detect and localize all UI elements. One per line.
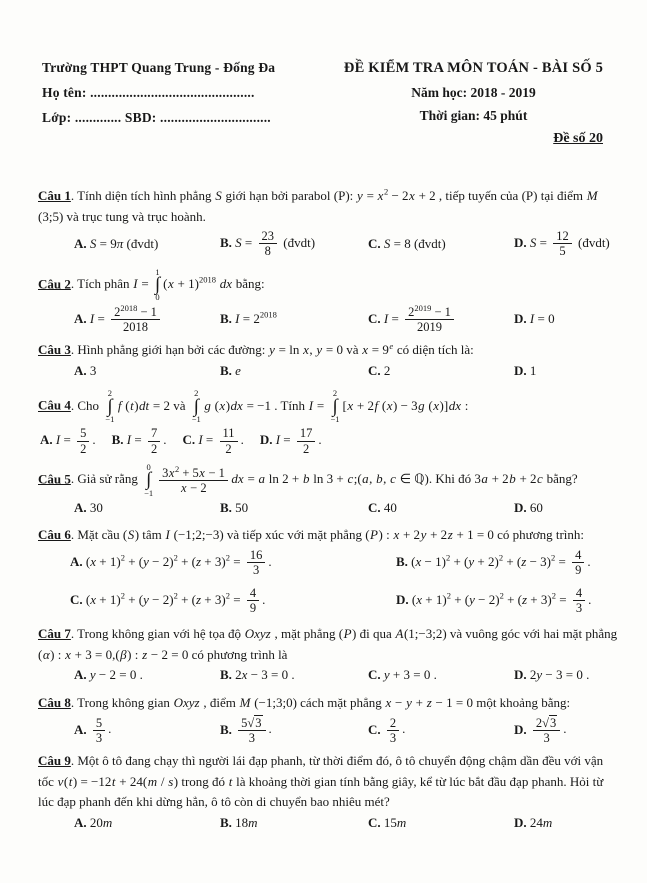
option xyxy=(514,498,621,519)
question-label: Câu 6 xyxy=(38,527,71,543)
option-key: C. xyxy=(368,310,381,326)
option xyxy=(220,665,364,686)
answer-options xyxy=(38,361,621,382)
school-year: Năm học: 2018 - 2019 xyxy=(411,85,536,100)
option-value: I = $\frac{2^{2018} - 1}{2018}$ xyxy=(87,311,163,326)
option xyxy=(368,498,510,519)
question-text xyxy=(38,525,621,546)
option-value: 2x − 3 = 0 . xyxy=(231,667,295,683)
option xyxy=(40,426,96,456)
question xyxy=(38,340,621,381)
question-label: Câu 1 xyxy=(38,188,71,203)
class-sbd-line: Lớp: ............. SBD: ............................... xyxy=(42,110,271,125)
option-value: S = 9π (đvdt) xyxy=(89,235,159,251)
option-key: D. xyxy=(514,362,527,378)
option-value: y − 2 = 0 . xyxy=(89,667,143,683)
option-key: D. xyxy=(396,591,409,607)
question-label: Câu 9 xyxy=(38,753,71,769)
question-text xyxy=(38,624,621,665)
option-value: 60 xyxy=(526,499,543,515)
question-body: . Tính diện tích hình phẳng S giới hạn bởi parabol (P): $y = x^2 - 2x + 2$ , tiếp tuyến của (P) tại điểm M (3;5) và trục tung và trục hoành. xyxy=(38,186,598,224)
option-key: D. xyxy=(514,311,527,327)
answer-options xyxy=(38,548,621,616)
question-body: . Hình phẳng giới hạn bởi các đường: y = ln x, y = 0 và $x = 9^e$ có diện tích là: xyxy=(70,341,474,358)
question xyxy=(38,624,621,686)
question-label: Câu 4 xyxy=(38,397,71,413)
question xyxy=(38,751,621,833)
option-key: D. xyxy=(514,814,527,830)
option xyxy=(514,309,621,330)
option-value: $\frac{5}{3}$ . xyxy=(87,721,112,736)
question-label: Câu 8 xyxy=(38,695,71,711)
option-key: B. xyxy=(220,311,232,327)
option-value: I = 0 xyxy=(529,311,555,327)
option xyxy=(74,665,216,686)
question-body: . Giả sử rằng 0 ∫ −1 $\frac{3x^2 + 5x - 1}{x - 2}$ dx = a ln 2 + b ln 3 + c;(a, b, c ∈ ℚ). Khi đó 3a + 2b + 2c bằng? xyxy=(70,462,578,498)
option-key: B. xyxy=(220,362,232,378)
option-key: A. xyxy=(74,362,87,378)
option-value: 24m xyxy=(526,814,553,830)
option xyxy=(368,234,510,255)
option-key: C. xyxy=(70,591,83,607)
question-text xyxy=(38,340,621,361)
answer-options xyxy=(38,426,621,456)
answer-options xyxy=(38,498,621,519)
question-list xyxy=(38,186,621,840)
option-key: D. xyxy=(514,667,527,683)
option-key: A. xyxy=(74,310,87,326)
option xyxy=(74,813,216,834)
option-value: I = $\frac{2^{2019} - 1}{2019}$ xyxy=(381,311,457,326)
student-name-line: Họ tên: .............................................. xyxy=(42,85,255,100)
header-right xyxy=(330,60,617,147)
option xyxy=(74,302,216,335)
option-value: $\frac{2√3}{3}$ . xyxy=(527,721,567,736)
option-key: A. xyxy=(74,814,87,830)
option xyxy=(368,813,510,834)
option-value: $(x + 1)^2 + (y - 2)^2 + (z + 3)^2$ = $\frac{16}{3}$ . xyxy=(82,547,272,578)
answer-options xyxy=(38,813,621,834)
option xyxy=(220,229,364,259)
question xyxy=(38,463,621,518)
option xyxy=(514,716,621,746)
option-value: $(x + 1)^2 + (y - 2)^2 + (z + 3)^2$ = $\frac{4}{3}$ . xyxy=(408,585,592,616)
option-key: B. xyxy=(220,721,232,737)
option-value: I = $\frac{11}{2}$ . xyxy=(198,426,244,456)
question-label: Câu 7 xyxy=(38,626,71,642)
option-key: C. xyxy=(368,667,381,683)
option xyxy=(74,498,216,519)
option xyxy=(220,813,364,834)
option-key: A. xyxy=(70,553,83,569)
question-body: . Tích phân I = 1 ∫ 0 $(x + 1)^{2018}$ dx bằng: xyxy=(70,266,265,303)
option-key: D. xyxy=(259,432,273,448)
header-left xyxy=(42,60,342,135)
option-value: S = $\frac{23}{8}$ (đvdt) xyxy=(235,229,316,259)
option-value: 3 xyxy=(86,362,97,378)
option-value: I = $\frac{5}{2}$ . xyxy=(55,426,96,456)
option-key: A. xyxy=(74,235,87,251)
option xyxy=(70,586,396,616)
option-key: C. xyxy=(368,362,381,378)
option xyxy=(70,548,396,578)
question-body: . Cho 2 ∫ −1 f (t)dt = 2 và 2 ∫ −1 g (x)dx = −1 . Tính I = 2 ∫ −1 [x + 2f (x) − 3g (x)]dx : xyxy=(70,388,469,424)
option xyxy=(514,665,621,686)
option-value: I = $\frac{17}{2}$ . xyxy=(275,426,322,456)
exam-code: Đề số 20 xyxy=(553,131,603,146)
option xyxy=(368,665,510,686)
question-text xyxy=(38,268,621,303)
option xyxy=(514,229,621,259)
option-value: e xyxy=(235,362,241,378)
option-value: $(x - 1)^2 + (y + 2)^2 + (z - 3)^2$ = $\frac{4}{9}$ . xyxy=(407,547,591,578)
option-value: 15m xyxy=(380,814,407,830)
question-text xyxy=(38,463,621,498)
option xyxy=(74,234,216,255)
question-body: . Trong không gian với hệ tọa độ Oxyz , mặt phẳng (P) đi qua A(1;−3;2) và vuông góc với hai mặt phẳng (α) : x + 3 = 0,(β) : z − 2 = 0 có phương trình là xyxy=(38,626,618,662)
option-value: 50 xyxy=(231,499,249,515)
option-key: D. xyxy=(514,499,527,515)
option xyxy=(112,426,167,456)
option-key: A. xyxy=(74,667,87,683)
question xyxy=(38,693,621,745)
school-name: Trường THPT Quang Trung - Đống Đa xyxy=(42,60,276,75)
option-key: B. xyxy=(220,667,232,683)
option-value: $\frac{5√3}{3}$ . xyxy=(232,721,272,736)
answer-options xyxy=(38,229,621,259)
option-key: D. xyxy=(514,721,527,737)
option-value: $I = 2^{2018}$ xyxy=(235,309,277,327)
option-key: D. xyxy=(514,234,527,250)
option xyxy=(368,302,510,335)
option xyxy=(396,548,621,578)
option-key: C. xyxy=(368,814,381,830)
option-value: S = $\frac{12}{5}$ (đvdt) xyxy=(529,229,610,259)
option-key: C. xyxy=(368,235,381,251)
option-key: B. xyxy=(220,234,232,250)
option xyxy=(182,426,243,456)
question-label: Câu 2 xyxy=(38,276,71,292)
question-body: . Trong không gian Oxyz , điểm M (−1;3;0) cách mặt phẳng x − y + z − 1 = 0 một khoảng bằng: xyxy=(70,695,571,711)
option-value: 40 xyxy=(380,499,397,515)
question-label: Câu 3 xyxy=(38,342,71,358)
option-value: 1 xyxy=(526,362,537,378)
option-value: S = 8 (đvdt) xyxy=(383,235,446,251)
option xyxy=(260,426,322,456)
question-text xyxy=(38,751,621,813)
question-text xyxy=(38,389,621,424)
option-key: C. xyxy=(368,721,381,737)
question-body: . Một ô tô đang chạy thì người lái đạp phanh, từ thời điểm đó, ô tô chuyển động chậm dần đều với vận tốc v(t) = −12t + 24(m / s) trong đó t là khoảng thời gian tính bằng giây, kể từ lúc bắt đầu đạp phanh. Hỏi từ lúc đạp phanh đến khi dừng hẳn, ô tô còn di chuyển bao nhiêu mét? xyxy=(38,753,604,810)
question-label: Câu 5 xyxy=(38,471,71,487)
option xyxy=(368,361,510,382)
option-value: $(x + 1)^2 + (y - 2)^2 + (z + 3)^2$ = $\frac{4}{9}$ . xyxy=(82,585,266,616)
option xyxy=(368,716,510,746)
answer-options xyxy=(38,665,621,686)
option xyxy=(514,813,621,834)
option-value: 2y − 3 = 0 . xyxy=(526,667,590,683)
answer-options xyxy=(38,716,621,746)
exam-title: ĐỀ KIỂM TRA MÔN TOÁN - BÀI SỐ 5 xyxy=(343,60,604,76)
question-text xyxy=(38,693,621,714)
option-value: I = $\frac{7}{2}$ . xyxy=(126,426,167,456)
option-value: 18m xyxy=(231,814,258,830)
question xyxy=(38,525,621,615)
option xyxy=(74,716,216,746)
option xyxy=(220,361,364,382)
option xyxy=(514,361,621,382)
option-key: B. xyxy=(396,553,408,569)
option-value: 30 xyxy=(86,499,103,515)
question xyxy=(38,389,621,456)
option-value: 20m xyxy=(86,814,113,830)
question-text xyxy=(38,186,621,227)
option-key: B. xyxy=(111,432,124,448)
option-value: 2 xyxy=(380,362,391,378)
option xyxy=(396,586,621,616)
option-key: C. xyxy=(182,432,196,448)
question xyxy=(38,268,621,335)
option-key: A. xyxy=(74,721,87,737)
answer-options xyxy=(38,302,621,335)
option-value: y + 3 = 0 . xyxy=(383,667,437,683)
option-key: B. xyxy=(220,814,232,830)
option xyxy=(220,309,364,330)
option-key: B. xyxy=(220,499,232,515)
question xyxy=(38,186,621,259)
option-value: $\frac{2}{3}$ . xyxy=(381,721,406,736)
question-body: . Mặt cầu (S) tâm I (−1;2;−3) và tiếp xúc với mặt phẳng (P) : x + 2y + 2z + 1 = 0 có phương trình: xyxy=(70,527,585,543)
exam-duration: Thời gian: 45 phút xyxy=(419,108,528,123)
option xyxy=(220,716,364,746)
option-key: C. xyxy=(368,499,381,515)
option xyxy=(220,498,364,519)
option-key: A. xyxy=(74,499,87,515)
option-key: A. xyxy=(40,432,53,448)
option xyxy=(74,361,216,382)
